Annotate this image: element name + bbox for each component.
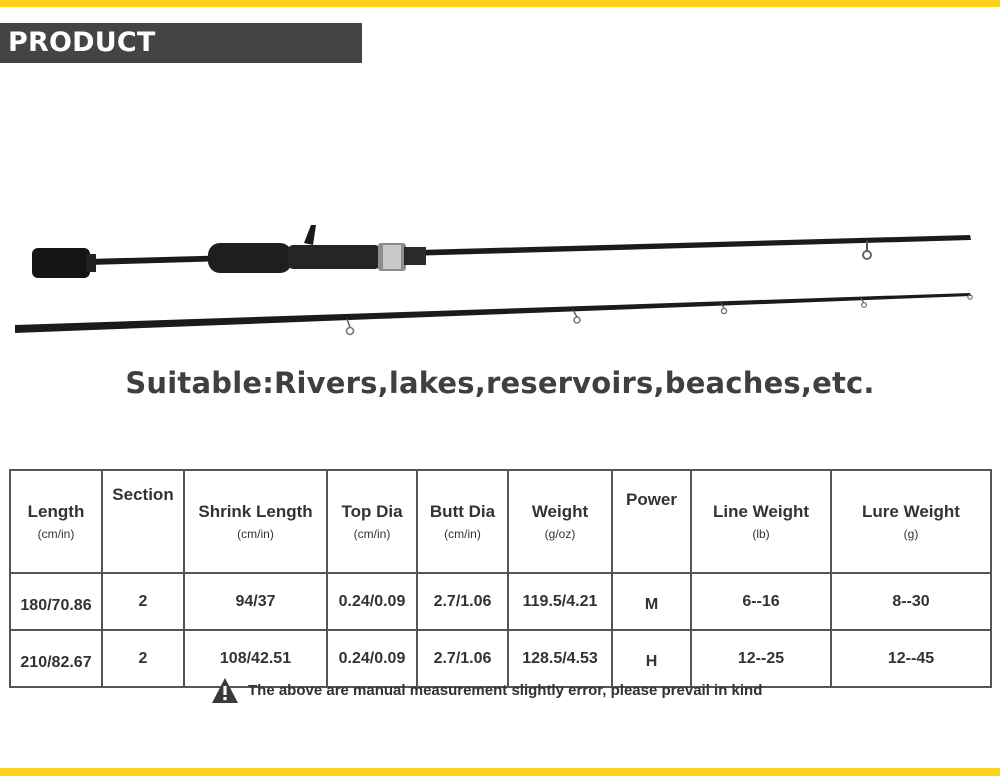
col-length: Length (cm/in) [10, 470, 102, 573]
cell-weight: 128.5/4.53 [508, 630, 612, 687]
cell-section: 2 [102, 630, 184, 687]
col-shrink-length: Shrink Length (cm/in) [184, 470, 327, 573]
rod-tip-section [15, 293, 972, 335]
col-weight: Weight (g/oz) [508, 470, 612, 573]
cell-shrink-length: 94/37 [184, 573, 327, 630]
cell-length: 180/70.86 [10, 573, 102, 630]
col-power: Power [612, 470, 691, 573]
table-row [10, 573, 991, 630]
cell-butt-dia: 2.7/1.06 [417, 630, 508, 687]
fishing-rod-image [0, 215, 1000, 345]
cell-shrink-length: 108/42.51 [184, 630, 327, 687]
col-section: Section [102, 470, 184, 573]
col-top-dia: Top Dia (cm/in) [327, 470, 417, 573]
measurement-note [211, 676, 762, 704]
cell-line-weight: 12--25 [691, 630, 831, 687]
spec-table-header-row [10, 470, 991, 573]
col-line-weight: Line Weight (lb) [691, 470, 831, 573]
spec-table [9, 469, 992, 688]
top-accent-bar [0, 0, 1000, 7]
warning-icon [211, 677, 239, 704]
cell-weight: 119.5/4.21 [508, 573, 612, 630]
rod-butt-section [32, 225, 971, 278]
cell-line-weight: 6--16 [691, 573, 831, 630]
cell-butt-dia: 2.7/1.06 [417, 573, 508, 630]
cell-section: 2 [102, 573, 184, 630]
cell-top-dia: 0.24/0.09 [327, 630, 417, 687]
cell-lure-weight: 8--30 [831, 573, 991, 630]
section-title: PRODUCT INFORMATION [0, 23, 362, 63]
col-butt-dia: Butt Dia (cm/in) [417, 470, 508, 573]
note-text: The above are manual measurement slightly error, please prevail in kind [248, 681, 763, 699]
col-lure-weight: Lure Weight (g) [831, 470, 991, 573]
cell-power: M [612, 573, 691, 630]
cell-lure-weight: 12--45 [831, 630, 991, 687]
suitable-tagline: Suitable:Rivers,lakes,reservoirs,beaches,etc. [125, 366, 875, 400]
bottom-accent-bar [0, 768, 1000, 776]
cell-length: 210/82.67 [10, 630, 102, 687]
cell-top-dia: 0.24/0.09 [327, 573, 417, 630]
cell-power: H [612, 630, 691, 687]
